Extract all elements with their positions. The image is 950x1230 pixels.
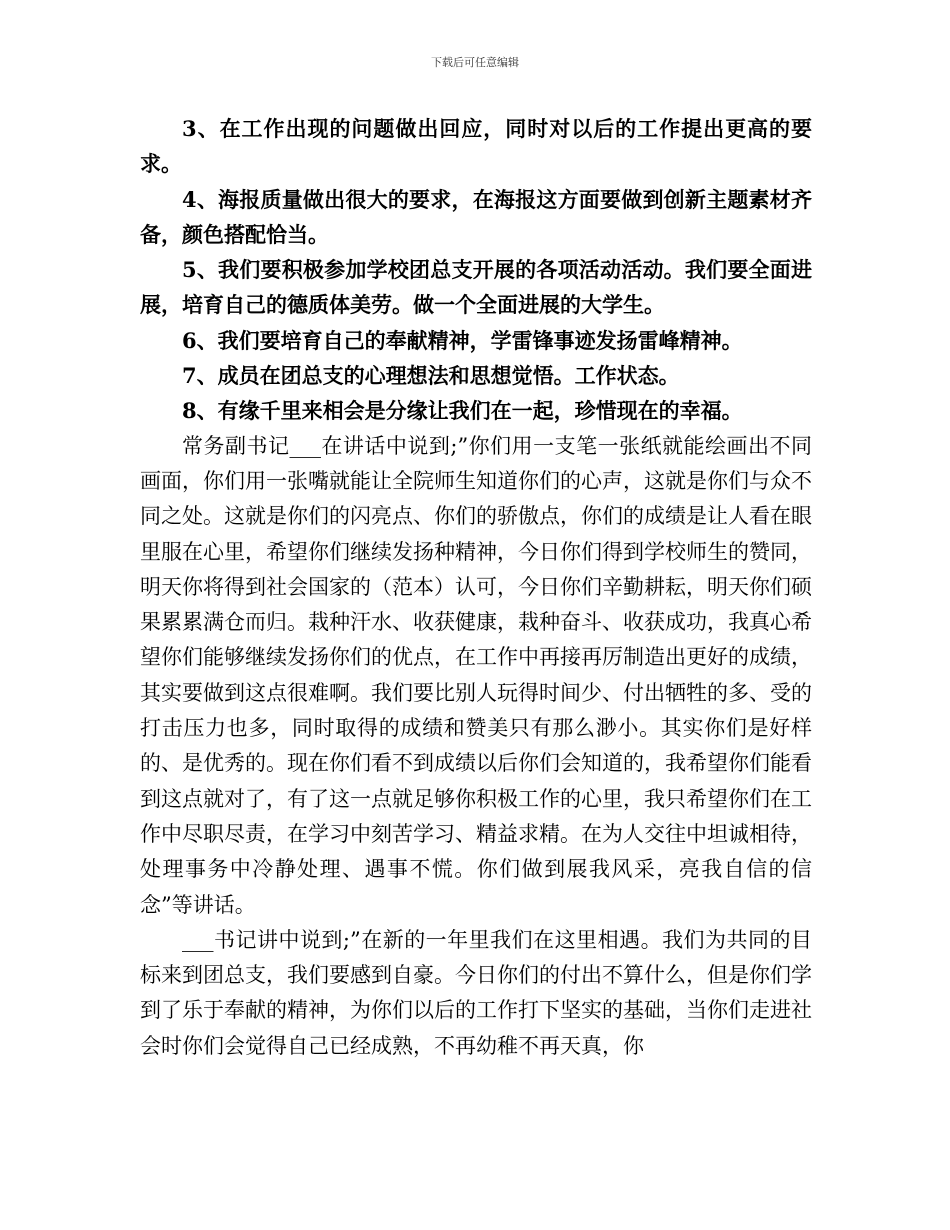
paragraph-speech-deputy-secretary: 常务副书记___在讲话中说到;”你们用一支笔一张纸就能绘画出不同画面，你们用一张嘴就能让全院师生知道你们的心声，这就是你们与众不同之处。这就是你们的闪亮点、你们的骄傲点，你们的成绩是让人看在眼里服在心里，希望你们继续发扬种精神，今日你们得到学校师生的赞同，明天你将得到社会国家的（范本）认可，今日你们辛勤耕耘，明天你们硕果累累满仓而归。栽种汗水、收获健康，栽种奋斗、收获成功，我真心希望你们能够继续发扬你们的优点，在工作中再接再厉制造出更好的成绩，其实要做到这点很难啊。我们要比别人玩得时间少、付出牺牲的多、受的打击压力也多，同时取得的成绩和赞美只有那么渺小。其实你们是好样的、是优秀的。现在你们看不到成绩以后你们会知道的，我希望你们能看到这点就对了，有了这一点就足够你积极工作的心里，我只希望你们在工作中尽职尽责，在学习中刻苦学习、精益求精。在为人交往中坦诚相待，处理事务中冷静处理、遇事不慌。你们做到展我风采，亮我自信的信念”等讲话。 (140, 433, 812, 917)
paragraph-speech-secretary: ___书记讲中说到;”在新的一年里我们在这里相遇。我们为共同的目标来到团总支，我们要感到自豪。今日你们的付出不算什么，但是你们学到了乐于奉献的精神，为你们以后的工作打下坚实的基础，当你们走进社会时你们会觉得自己已经成熟，不再幼稚不再天真，你 (140, 927, 812, 1058)
page-header: 下载后可任意编辑 (431, 56, 519, 69)
paragraph-item-4: 4、海报质量做出很大的要求，在海报这方面要做到创新主题素材齐备，颜色搭配恰当。 (140, 186, 812, 247)
document-body (140, 111, 812, 1064)
paragraph-item-7: 7、成员在团总支的心理想法和思想觉悟。工作状态。 (182, 363, 680, 389)
paragraph-item-5: 5、我们要积极参加学校团总支开展的各项活动活动。我们要全面进展，培育自己的德质体美劳。做一个全面进展的大学生。 (140, 257, 812, 318)
paragraph-item-8: 8、有缘千里来相会是分缘让我们在一起，珍惜现在的幸福。 (182, 398, 743, 424)
paragraph-item-3: 3、在工作出现的问题做出回应，同时对以后的工作提出更高的要求。 (140, 116, 812, 177)
paragraph-item-6: 6、我们要培育自己的奉献精神，学雷锋事迹发扬雷峰精神。 (182, 327, 743, 353)
